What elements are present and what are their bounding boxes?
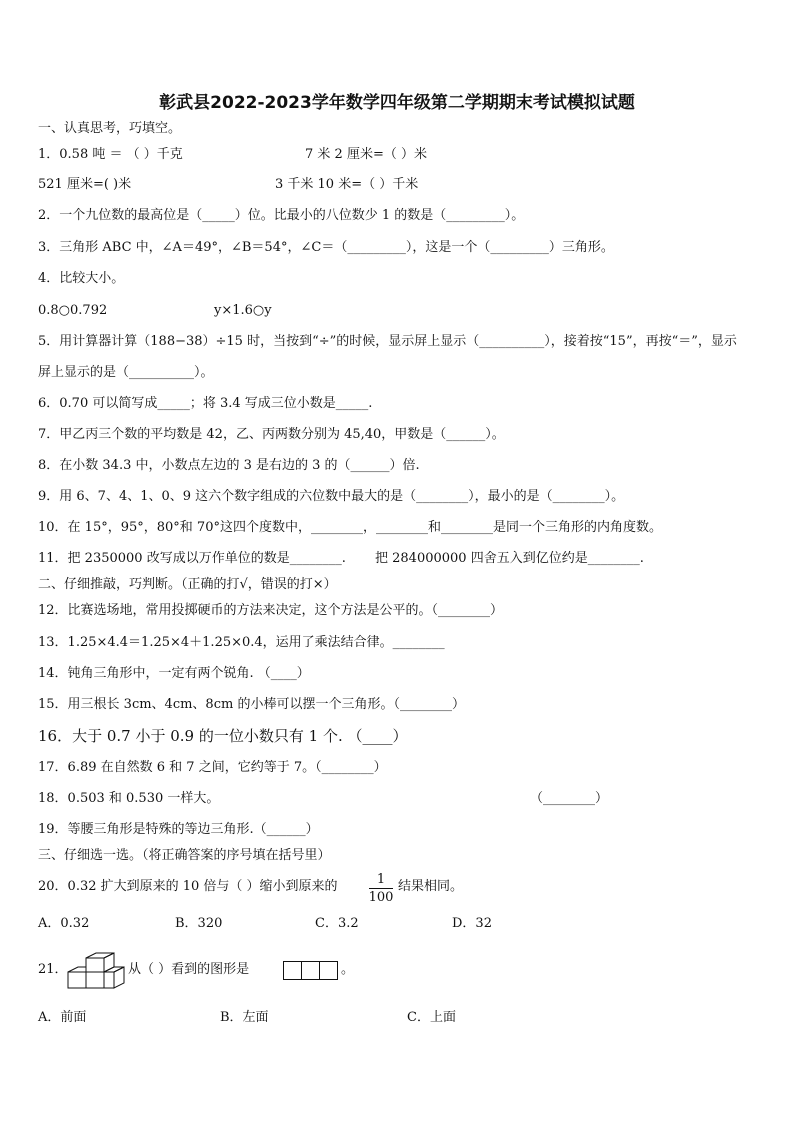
- option-20-b: B．320: [175, 916, 223, 931]
- section-heading-3: 三、仔细选一选。（将正确答案的序号填在括号里）: [38, 848, 331, 863]
- question-16: 16．大于 0.7 小于 0.9 的一位小数只有 1 个. （____）: [38, 727, 408, 745]
- question-9: 9．用 6、7、4、1、0、9 这六个数字组成的六位数中最大的是（________），最小的是（________）。: [38, 489, 625, 504]
- question-18-answer-blank: （________）: [530, 791, 609, 806]
- question-3: 3．三角形 ABC 中，∠A＝49°，∠B＝54°，∠C＝（_________），这是一个（_________）三角形。: [38, 240, 614, 255]
- question-5-line-2: 屏上显示的是（__________）。: [38, 365, 214, 380]
- option-20-a: A．0.32: [38, 916, 90, 931]
- fraction-one-hundredth: [367, 872, 395, 905]
- fraction-bar: [369, 888, 393, 889]
- option-20-c: C．3.2: [315, 916, 359, 931]
- question-18: 18．0.503 和 0.530 一样大。: [38, 791, 220, 806]
- question-20-stem-end: 结果相同。: [398, 879, 464, 894]
- question-1-part-c: 521 厘米=( )米: [38, 177, 132, 192]
- question-8: 8．在小数 34.3 中，小数点左边的 3 是右边的 3 的（______）倍.: [38, 458, 420, 473]
- question-11-part-b: 把 284000000 四舍五入到亿位约是________.: [375, 551, 644, 566]
- question-6: 6．0.70 可以简写成_____；将 3.4 写成三位小数是_____.: [38, 396, 373, 411]
- question-2: 2．一个九位数的最高位是（_____）位。比最小的八位数少 1 的数是（_________）。: [38, 208, 525, 223]
- question-1-part-a: 1．0.58 吨 ＝ （ ）千克: [38, 147, 183, 162]
- question-11-part-a: 11．把 2350000 改写成以万作单位的数是________.: [38, 551, 346, 566]
- question-4-part-a: 0.8○0.792: [38, 303, 108, 318]
- page-title: 彰武县2022-2023学年数学四年级第二学期期末考试模拟试题: [159, 93, 635, 113]
- question-21-number: 21．: [38, 962, 68, 977]
- question-20-stem: 20．0.32 扩大到原来的 10 倍与（ ）缩小到原来的: [38, 879, 338, 894]
- cube-stack-figure: [66, 948, 128, 992]
- question-10: 10．在 15°，95°，80°和 70°这四个度数中，________，________和________是同一个三角形的内角度数。: [38, 520, 662, 535]
- section-heading-1: 一、认真思考，巧填空。: [38, 121, 182, 136]
- question-7: 7．甲乙丙三个数的平均数是 42，乙、丙两数分别为 45,40，甲数是（______）。: [38, 427, 505, 442]
- question-12: 12．比赛选场地，常用投掷硬币的方法来决定，这个方法是公平的。（________）: [38, 603, 504, 618]
- three-squares-view-figure: [283, 961, 340, 980]
- option-20-d: D．32: [452, 916, 492, 931]
- question-17: 17．6.89 在自然数 6 和 7 之间，它约等于 7。（________）: [38, 760, 387, 775]
- question-4: 4．比较大小。: [38, 271, 125, 286]
- fraction-numerator: 1: [376, 872, 386, 887]
- question-13: 13．1.25×4.4＝1.25×4＋1.25×0.4，运用了乘法结合律。________: [38, 635, 445, 650]
- question-4-part-b: y×1.6○y: [214, 303, 272, 318]
- question-5-line-1: 5．用计算器计算（188−38）÷15 时，当按到“÷”的时候，显示屏上显示（__________），接着按“15”，再按“＝”，显示: [38, 334, 737, 349]
- question-1-part-d: 3 千米 10 米=（ ）千米: [275, 177, 419, 192]
- question-21-end: 。: [341, 962, 355, 977]
- question-15: 15．用三根长 3cm、4cm、8cm 的小棒可以摆一个三角形。（________）: [38, 697, 465, 712]
- option-21-c: C．上面: [407, 1010, 456, 1025]
- option-21-a: A．前面: [38, 1010, 87, 1025]
- question-19: 19．等腰三角形是特殊的等边三角形.（______）: [38, 822, 319, 837]
- question-21-stem: 从（ ）看到的图形是: [128, 962, 250, 977]
- fraction-denominator: 100: [368, 890, 394, 905]
- section-heading-2: 二、仔细推敲，巧判断。（正确的打√，错误的打×）: [38, 577, 337, 592]
- question-14: 14．钝角三角形中，一定有两个锐角. （____）: [38, 666, 310, 681]
- option-21-b: B．左面: [220, 1010, 269, 1025]
- question-1-part-b: 7 米 2 厘米=（ ）米: [305, 147, 427, 162]
